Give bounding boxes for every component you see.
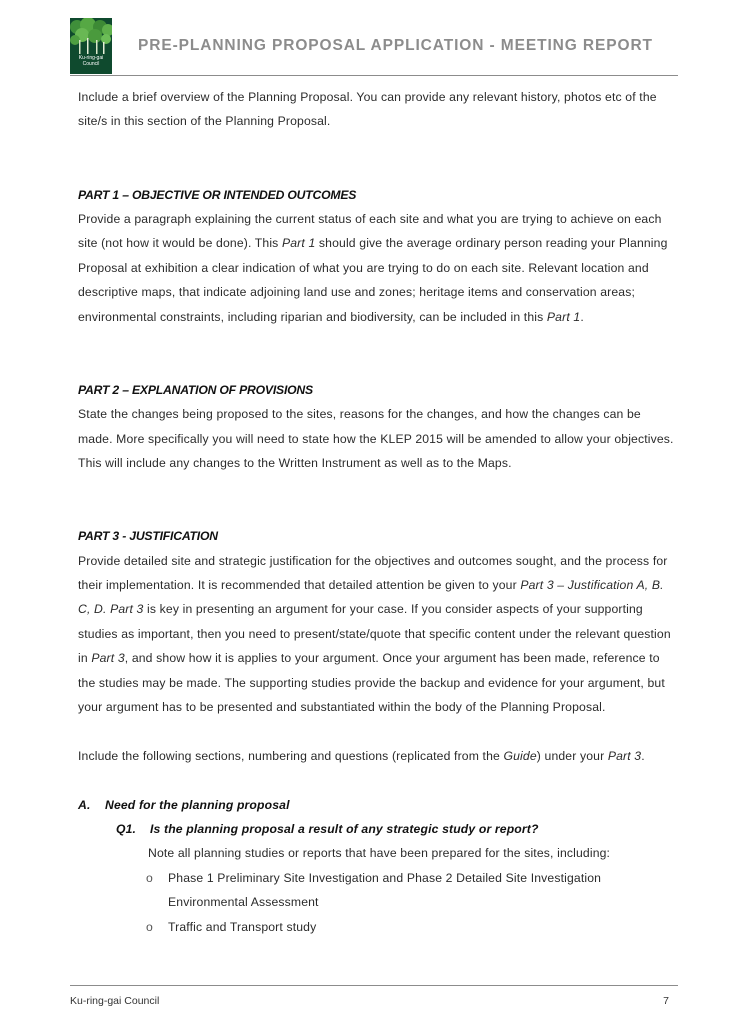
bullet-icon: o [146,919,153,934]
list-item: o Traffic and Transport study [146,915,678,939]
footer-divider [70,985,678,986]
list-item: o Phase 1 Preliminary Site Investigation and Phase 2 Detailed Site Investigation Environmental Assessment [146,866,678,915]
include-paragraph: Include the following sections, numbering and questions (replicated from the Guide) under your Part 3. [78,748,645,763]
part3-paragraph: Provide detailed site and strategic justification for the objectives and outcomes sought, and the process for their implementation. It is recommended that detailed attention be given to your Part 3 – Justification A, B. C, D. Part 3 is key in presenting an argument for your case. If you consider aspects of your supporting studies as important, then you need to present/state/quote that specific content under the relevant question in Part 3, and show how it is applies to your argument. Once your argument has been made, reference to the studies may be made. The supporting studies provide the backup and evidence for your argument, but your argument has to be presented and substantiated within the body of the Planning Proposal. [78,553,671,715]
part2-heading: PART 2 – EXPLANATION OF PROVISIONS [78,382,313,397]
bullet-icon: o [146,870,153,885]
intro-paragraph: Include a brief overview of the Planning Proposal. You can provide any relevant history, photos etc of the site/s in this section of the Planning Proposal. [78,90,657,129]
page-number: 7 [663,995,669,1007]
part1-paragraph: Provide a paragraph explaining the current status of each site and what you are trying to achieve on each site (not how it would be done). This Part 1 should give the average ordinary person reading your Planning Proposal at exhibition a clear indication of what you are trying to do on each site. Relevant location and descriptive maps, that indicate adjoining land use and zones; heritage items and conservation areas; environmental constraints, including riparian and biodiversity, can be included in this Part 1. [78,212,668,324]
document-body [78,85,678,939]
section-a-heading: A. Need for the planning proposal [78,797,290,812]
question-1-heading: Q1. Is the planning proposal a result of any strategic study or report? [116,822,539,837]
footer-organization: Ku-ring-gai Council [70,995,160,1007]
header-divider [70,75,678,76]
logo-text: Ku-ring-gai Council [78,55,104,67]
council-logo [70,18,112,74]
report-title: PRE-PLANNING PROPOSAL APPLICATION - MEETING REPORT [138,37,653,54]
studies-list [78,866,678,939]
question-1-note: Note all planning studies or reports that have been prepared for the sites, including: [148,846,611,861]
part3-heading: PART 3 - JUSTIFICATION [78,529,218,544]
part2-paragraph: State the changes being proposed to the sites, reasons for the changes, and how the changes can be made. More specifically you will need to state how the KLEP 2015 will be amended to allow your objectives. This will include any changes to the Written Instrument as well as to the Maps. [78,407,674,471]
part1-heading: PART 1 – OBJECTIVE OR INTENDED OUTCOMES [78,187,357,202]
